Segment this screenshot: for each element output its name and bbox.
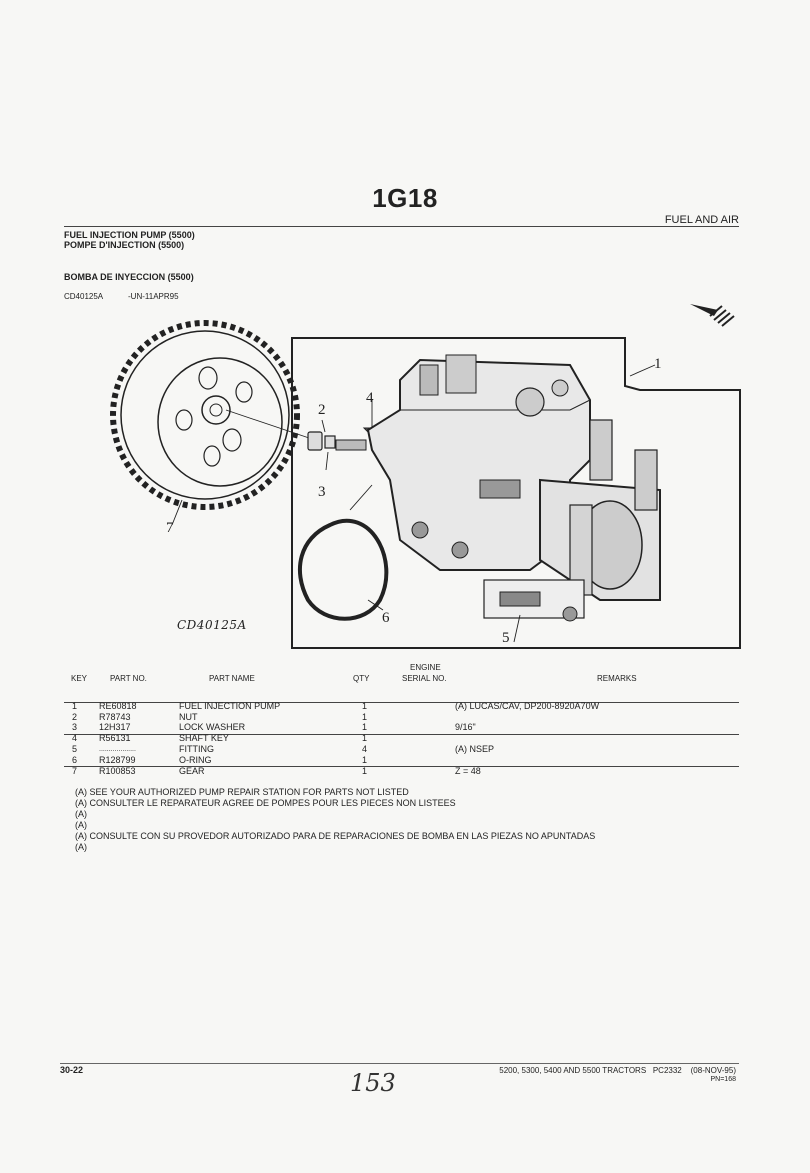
table-row: 5 ................... FITTING 4 (A) NSEP: [72, 744, 495, 754]
callout-5: 5: [502, 630, 510, 646]
table-row: 7 R100853 GEAR 1 Z = 48: [72, 766, 481, 776]
gear-icon: [113, 323, 297, 507]
header-remarks: REMARKS: [597, 674, 637, 683]
notes: [75, 787, 595, 853]
note-line: (A) CONSULTER LE REPARATEUR AGREE DE POMPES POUR LES PIECES NON LISTEES: [75, 798, 456, 808]
table-row: 1 RE60818 FUEL INJECTION PUMP 1 (A) LUCAS/CAV, DP200-8920A70W: [72, 701, 600, 711]
header-qty: QTY: [353, 674, 370, 683]
page-code: 1G18: [372, 183, 438, 213]
footer-models: 5200, 5300, 5400 AND 5500 TRACTORS: [499, 1066, 647, 1075]
callout-4: 4: [366, 390, 374, 406]
note-line: (A): [75, 820, 87, 830]
fitting-icon: [484, 580, 584, 621]
table-row: 6 R128799 O-RING 1: [72, 755, 368, 765]
header-key: KEY: [71, 674, 88, 683]
title-french: POMPE D'INJECTION (5500): [64, 240, 185, 250]
header-part-name: PART NAME: [209, 674, 255, 683]
figure-label: CD40125A: [177, 618, 247, 632]
exploded-view-illustration: [100, 310, 745, 655]
footer-date: (08-NOV-95): [690, 1066, 736, 1075]
table-row: 3 12H317 LOCK WASHER 1 9/16": [72, 722, 476, 732]
injection-pump-icon: [368, 355, 660, 600]
title-spanish: BOMBA DE INYECCION (5500): [64, 272, 194, 282]
header-rule: [64, 226, 739, 227]
callout-6: 6: [382, 610, 390, 626]
figure-date: -UN-11APR95: [128, 292, 179, 301]
note-line: (A): [75, 809, 87, 819]
header-part-no: PART NO.: [110, 674, 147, 683]
table-row: 4 R56131 SHAFT KEY 1: [72, 733, 368, 743]
callout-7: 7: [166, 520, 174, 536]
header-engine: ENGINE: [410, 663, 441, 672]
callout-3: 3: [318, 484, 326, 500]
note-line: (A): [75, 842, 87, 852]
figure-id: CD40125A: [64, 292, 104, 301]
note-line: (A) CONSULTE CON SU PROVEDOR AUTORIZADO PARA DE REPARACIONES DE BOMBA EN LAS PIEZAS NO APUNTADAS: [75, 831, 596, 841]
footer-info: [499, 1066, 736, 1084]
footer-rule: [60, 1063, 739, 1064]
note-line: (A) SEE YOUR AUTHORIZED PUMP REPAIR STATION FOR PARTS NOT LISTED: [75, 787, 409, 797]
callout-2: 2: [318, 402, 326, 418]
callout-1: 1: [654, 356, 662, 372]
section-title: FUEL AND AIR: [664, 214, 739, 226]
footer-catalog: PC2332: [652, 1066, 682, 1075]
handwritten-page-number: 153: [350, 1069, 396, 1097]
table-row: 2 R78743 NUT 1: [72, 712, 368, 722]
page-number: 30-22: [60, 1065, 84, 1075]
header-serial-no: SERIAL NO.: [402, 674, 447, 683]
footer-pn: PN=168: [710, 1076, 736, 1083]
title-english: FUEL INJECTION PUMP (5500): [64, 230, 195, 240]
